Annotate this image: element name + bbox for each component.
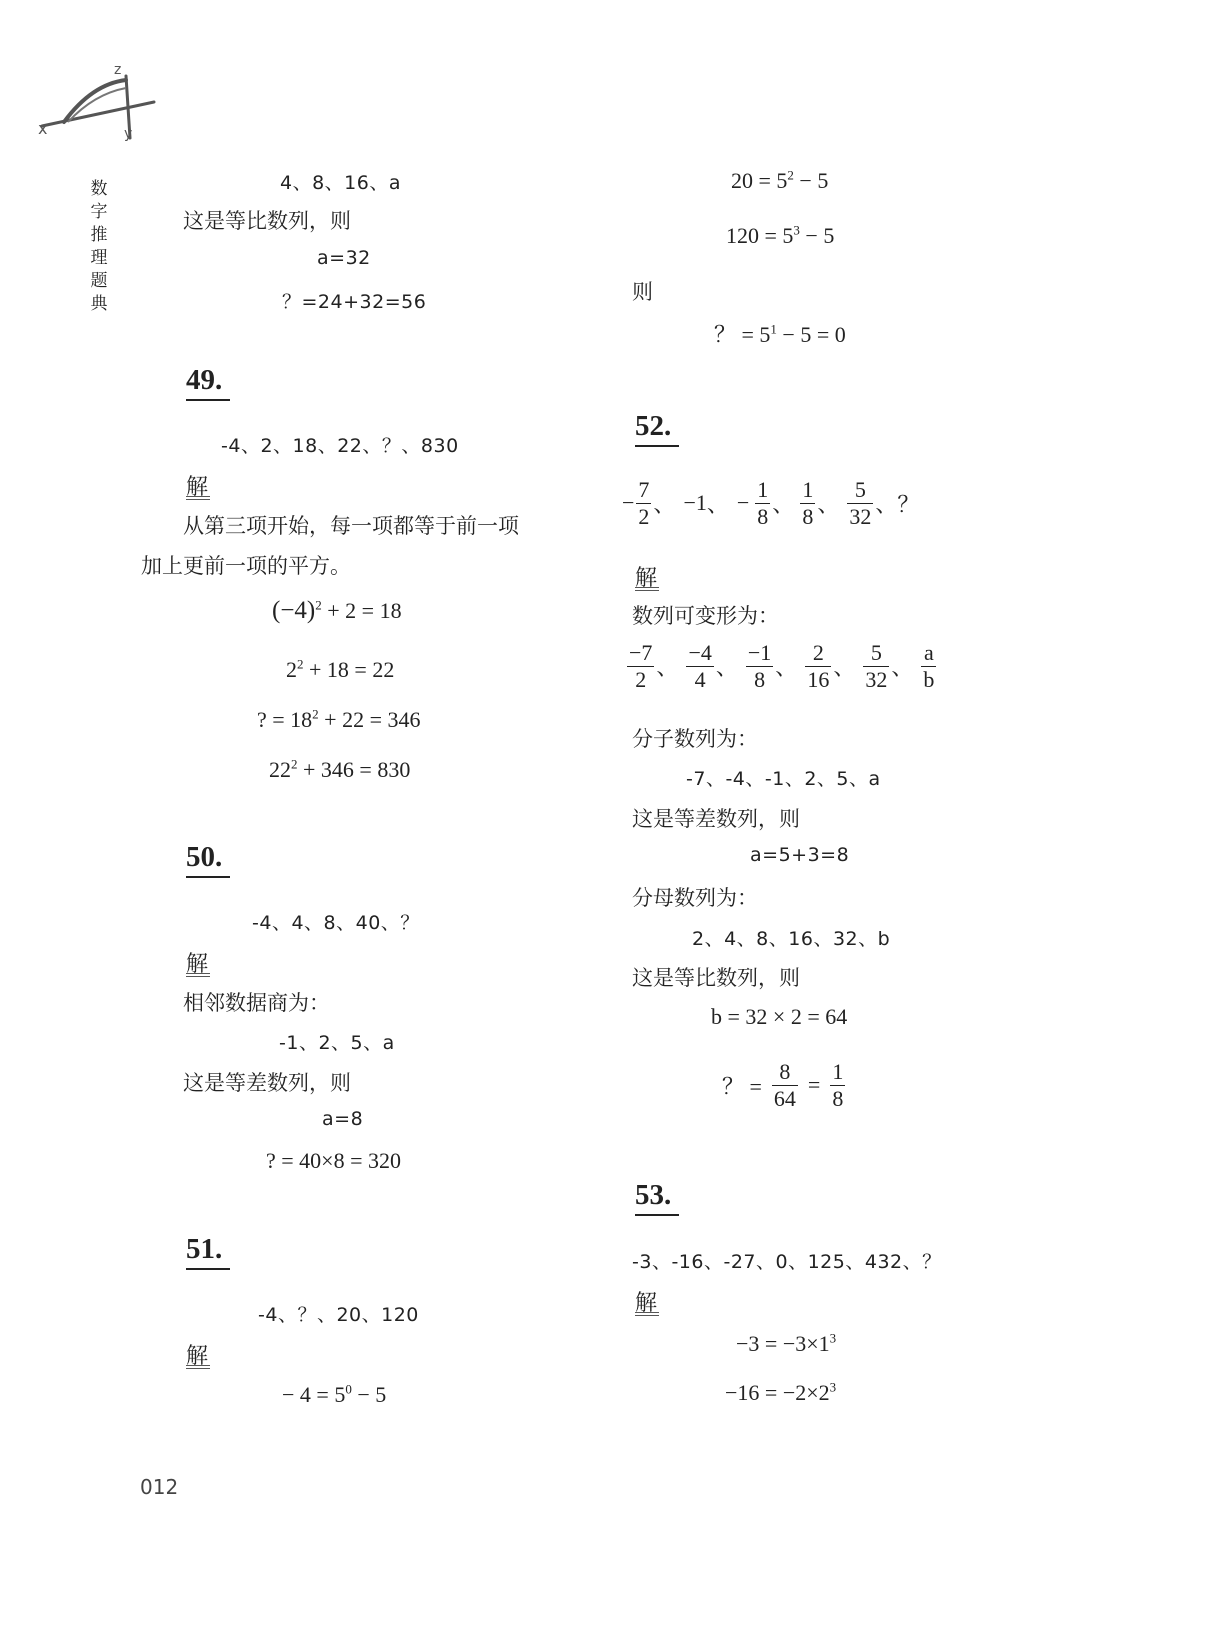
answer: ? = 40×8 = 320 <box>266 1148 401 1173</box>
text: 这是等差数列，则 <box>632 807 800 831</box>
fraction-numerator: 5 <box>870 640 882 665</box>
fraction <box>921 641 936 691</box>
problem-number: 52. <box>635 410 672 442</box>
eq-part: − 5 <box>793 168 829 193</box>
text: 加上更前一项的平方。 <box>141 554 351 578</box>
eq-part: + 18 = 22 <box>303 657 395 682</box>
svg-text:z: z <box>114 62 122 78</box>
eq-part: (−4) <box>272 597 316 624</box>
separator: 、 <box>833 654 856 680</box>
eq-exponent: 2 <box>315 597 322 613</box>
sequence: -4、2、18、22、？、830 <box>221 435 459 457</box>
eq-part: 120 = 5 <box>726 223 794 248</box>
eq-exponent: 2 <box>787 167 794 183</box>
minus-sign: − <box>736 490 750 516</box>
equation: a=32 <box>317 247 371 269</box>
sequence: -7、-4、-1、2、5、a <box>686 768 881 790</box>
fraction <box>636 478 651 528</box>
separator: 、 <box>891 654 914 680</box>
fraction-numerator: −7 <box>629 640 653 665</box>
fraction-denominator: 32 <box>849 504 872 530</box>
fraction-sequence <box>625 641 938 691</box>
eq-exponent: 3 <box>793 222 800 238</box>
eq-exponent: 2 <box>312 706 319 722</box>
separator: 、 <box>772 491 795 517</box>
problem-number-underline <box>186 1268 230 1270</box>
fraction-denominator: 32 <box>865 667 888 693</box>
sequence: -4、4、8、40、？ <box>252 912 420 934</box>
fraction-denominator: 16 <box>807 667 830 693</box>
eq-exponent: 3 <box>829 1379 837 1395</box>
equation <box>269 757 410 783</box>
problem-number: 49. <box>186 364 223 396</box>
eq-exponent: 2 <box>291 756 298 772</box>
fraction-denominator: 64 <box>773 1086 796 1112</box>
solution-label: 解 <box>186 475 209 500</box>
text: 分子数列为： <box>632 727 758 751</box>
fraction-denominator: 2 <box>638 504 650 530</box>
fraction-numerator: 1 <box>802 477 814 502</box>
equation <box>286 657 394 683</box>
equation <box>272 597 402 625</box>
equation <box>736 1331 836 1357</box>
fraction <box>830 1060 845 1110</box>
eq-exponent: 3 <box>829 1330 837 1346</box>
fraction-denominator: 2 <box>635 667 647 693</box>
problem-number-underline <box>186 876 230 878</box>
fraction-numerator: 1 <box>832 1059 844 1084</box>
svg-text:y: y <box>124 126 133 142</box>
problem-number: 51. <box>186 1233 223 1265</box>
eq-part: + 22 = 346 <box>318 707 421 732</box>
equation: b = 32 × 2 = 64 <box>711 1004 848 1029</box>
answer <box>722 1060 847 1110</box>
page-number: 012 <box>140 1475 179 1499</box>
equation <box>726 223 834 249</box>
sequence: 2、4、8、16、32、b <box>692 928 891 950</box>
answer: ？=24+32=56 <box>282 291 427 313</box>
eq-part: 22 <box>269 757 291 782</box>
eq-part: − 5 = 0 <box>776 322 846 347</box>
sequence: 4、8、16、a <box>280 172 401 194</box>
eq-part: − 5 <box>351 1382 387 1407</box>
problem-number: 53. <box>635 1179 672 1211</box>
fraction <box>863 641 889 691</box>
fraction <box>772 1060 798 1110</box>
text: 分母数列为： <box>632 886 758 910</box>
solution-label: 解 <box>635 1291 658 1316</box>
separator: 、 <box>656 654 679 680</box>
text: 这是等差数列，则 <box>183 1071 351 1095</box>
fraction <box>627 641 654 691</box>
side-title-char: 题 <box>90 271 108 291</box>
equation <box>725 1380 836 1406</box>
text: 这是等比数列，则 <box>632 966 800 990</box>
equation <box>731 168 828 194</box>
side-title-char: 理 <box>90 248 108 268</box>
separator: 、 <box>715 654 738 680</box>
fraction-numerator: 7 <box>638 477 650 502</box>
fraction-denominator: b <box>923 667 935 693</box>
equation: a=8 <box>322 1108 364 1130</box>
problem-number-underline <box>635 1214 679 1216</box>
eq-part: ? = 18 <box>257 707 313 732</box>
sequence-tail: 、？ <box>875 491 920 517</box>
fraction-numerator: 8 <box>779 1059 791 1084</box>
solution-underline <box>186 1365 210 1369</box>
eq-part: ？ = <box>722 1073 762 1099</box>
sequence-item: −1 <box>683 490 707 516</box>
solution-underline <box>635 1312 659 1316</box>
side-title-char: 字 <box>90 202 108 222</box>
text: 则 <box>632 280 653 304</box>
solution-label: 解 <box>186 952 209 977</box>
text: 从第三项开始，每一项都等于前一项 <box>183 514 519 538</box>
text: 这是等比数列，则 <box>183 209 351 233</box>
separator: 、 <box>817 491 840 517</box>
eq-part: −16 = −2×2 <box>725 1380 830 1405</box>
sequence: -3、-16、-27、0、125、432、？ <box>632 1251 942 1273</box>
fraction <box>800 478 815 528</box>
fraction <box>805 641 831 691</box>
side-title <box>89 178 109 316</box>
fraction <box>686 641 713 691</box>
problem-number: 50. <box>186 841 223 873</box>
fraction-numerator: a <box>923 640 934 665</box>
eq-part: ？ = 5 <box>714 322 771 347</box>
equation <box>257 707 421 733</box>
equation <box>282 1382 386 1408</box>
solution-underline <box>186 973 210 977</box>
fraction-numerator: 5 <box>854 477 866 502</box>
sequence: -4、？、20、120 <box>258 1304 419 1326</box>
text: 数列可变形为： <box>632 604 779 628</box>
solution-underline <box>635 587 659 591</box>
fraction-denominator: 4 <box>694 667 706 693</box>
fraction-numerator: −4 <box>688 640 712 665</box>
side-title-char: 推 <box>90 225 108 245</box>
svg-text:x: x <box>38 119 48 138</box>
fraction-numerator: 2 <box>812 640 824 665</box>
side-title-char: 典 <box>90 294 108 314</box>
text: 相邻数据商为： <box>183 991 330 1015</box>
separator: 、 <box>775 654 798 680</box>
equation: a=5+3=8 <box>750 844 850 866</box>
fraction <box>847 478 873 528</box>
separator: 、 <box>653 491 676 517</box>
answer <box>714 318 846 349</box>
side-title-char: 数 <box>90 179 108 199</box>
solution-label: 解 <box>635 566 658 591</box>
eq-part: 20 = 5 <box>731 168 788 193</box>
minus-sign: − <box>622 490 635 516</box>
eq-exponent: 0 <box>345 1381 352 1397</box>
eq-part: + 2 = 18 <box>321 598 402 623</box>
eq-part: −3 = −3×1 <box>736 1331 830 1356</box>
eq-part: − 5 <box>799 223 835 248</box>
eq-part: 2 <box>286 657 297 682</box>
fraction-denominator: 8 <box>802 504 814 530</box>
eq-part: − 4 = 5 <box>282 1382 346 1407</box>
separator: 、 <box>706 491 729 517</box>
problem-number-underline <box>186 399 230 401</box>
axes-logo-icon <box>34 58 164 148</box>
solution-underline <box>186 496 210 500</box>
solution-label: 解 <box>186 1344 209 1369</box>
eq-part: + 346 = 830 <box>297 757 411 782</box>
fraction-numerator: −1 <box>747 640 772 665</box>
eq-part: = <box>807 1072 821 1098</box>
sequence: -1、2、5、a <box>279 1032 395 1054</box>
eq-exponent: 1 <box>770 321 777 337</box>
fraction <box>755 478 770 528</box>
fraction-denominator: 8 <box>754 667 766 693</box>
fraction-sequence <box>622 478 919 528</box>
fraction-denominator: 8 <box>757 504 769 530</box>
fraction-numerator: 1 <box>757 477 769 502</box>
eq-exponent: 2 <box>297 656 304 672</box>
fraction-denominator: 8 <box>832 1086 844 1112</box>
problem-number-underline <box>635 445 679 447</box>
fraction <box>746 641 773 691</box>
